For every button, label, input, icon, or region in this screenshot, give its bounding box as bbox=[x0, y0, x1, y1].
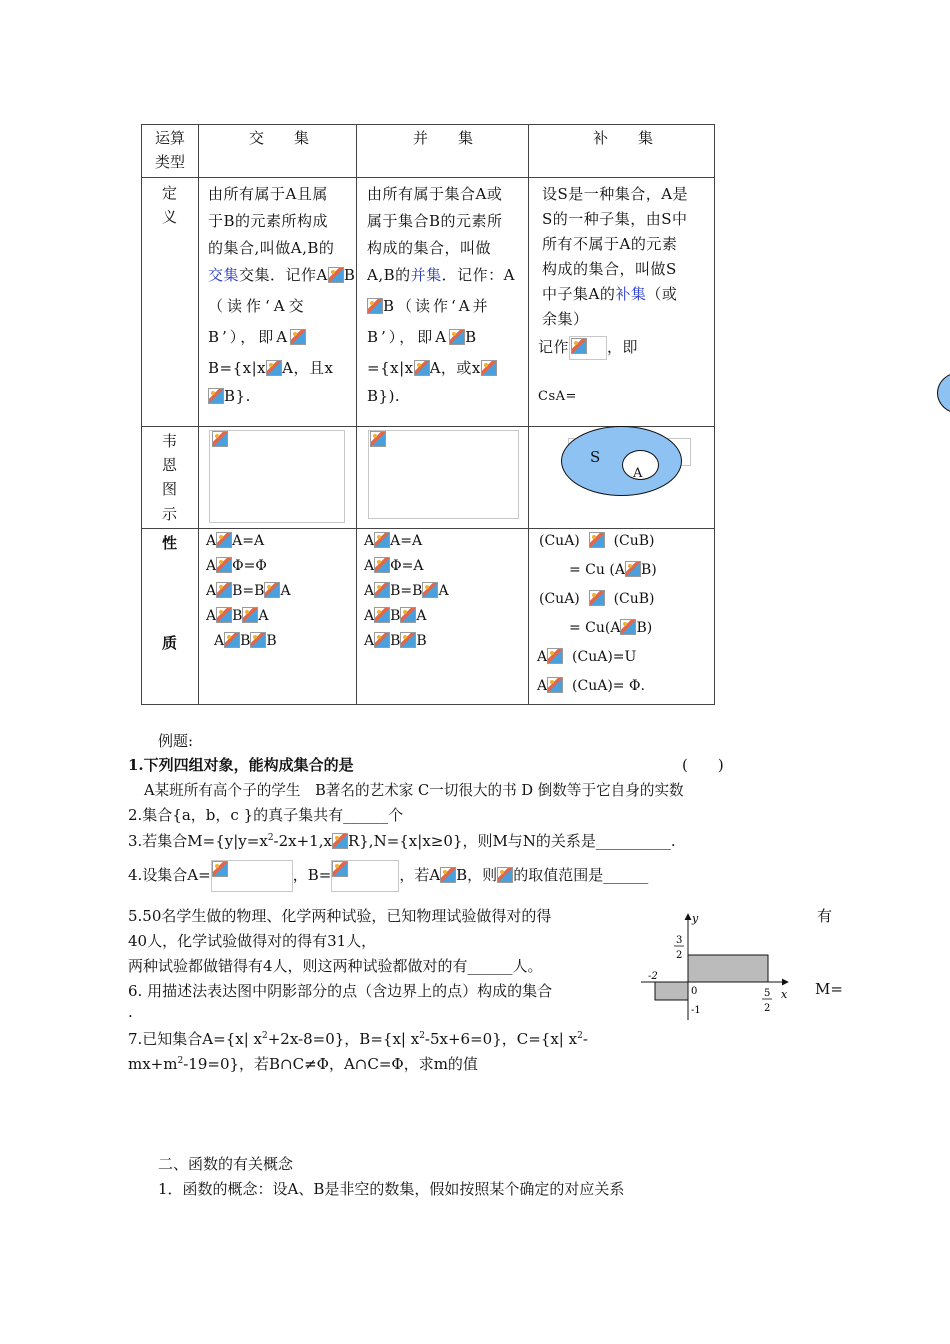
header-intersection: 交 集 bbox=[199, 125, 357, 178]
shaded-rect-lower bbox=[655, 982, 688, 1000]
image-placeholder-icon bbox=[370, 431, 386, 447]
set-operations-table bbox=[141, 124, 715, 705]
question-6: 6. 用描述法表达图中阴影部分的点（含边界上的点）构成的集合 bbox=[128, 982, 553, 1000]
image-placeholder-icon bbox=[414, 360, 430, 376]
image-placeholder-icon bbox=[216, 532, 232, 548]
header-op-type-1: 运算 bbox=[155, 129, 186, 147]
image-placeholder-icon bbox=[589, 532, 605, 548]
venn-label-a: A bbox=[633, 466, 643, 481]
image-placeholder-icon bbox=[400, 607, 416, 623]
question-5-line1-end: 有 bbox=[817, 907, 833, 925]
union-properties: A A=A A Φ=A A B=B A A B A A B B bbox=[357, 529, 529, 705]
shaded-rect-upper bbox=[688, 955, 768, 982]
header-complement: 补 集 bbox=[529, 125, 715, 178]
image-placeholder-icon bbox=[547, 648, 563, 664]
edge-circle-decoration bbox=[937, 372, 950, 414]
image-placeholder-icon bbox=[400, 632, 416, 648]
image-placeholder-icon bbox=[266, 360, 282, 376]
header-op-type bbox=[142, 125, 199, 178]
tick-2-denom: 2 bbox=[764, 1003, 771, 1014]
question-1: 1.下列四组对象，能构成集合的是 bbox=[128, 756, 354, 774]
x-axis-label: x bbox=[781, 988, 788, 1001]
image-placeholder-icon bbox=[374, 607, 390, 623]
row-label-definition: 定 义 bbox=[142, 178, 199, 427]
question-3: 3.若集合$M=\{y|y=x^2-2x+1,x$ R},N={x|x≥0}，则M与N的关系是__________. bbox=[128, 832, 676, 850]
image-placeholder-icon bbox=[332, 833, 348, 849]
union-definition: 由所有属于集合A或 属于集合B的元素所 构成的集合，叫做 A,B的并集．记作：A B（读作‘A并 B’），即A B ={x|x A，或x B}). bbox=[357, 178, 529, 427]
question-6-dot: . bbox=[128, 1003, 133, 1021]
section-2-line1: 1．函数的概念：设A、B是非空的数集，假如按照某个确定的对应关系 bbox=[158, 1180, 625, 1198]
image-placeholder-icon bbox=[216, 557, 232, 573]
question-1-answer-paren: ( ) bbox=[682, 756, 724, 774]
tick-neg1: -1 bbox=[691, 1005, 701, 1016]
image-placeholder-icon bbox=[497, 867, 513, 883]
tick-2: 2 bbox=[676, 950, 683, 961]
image-placeholder-icon bbox=[422, 582, 438, 598]
image-placeholder-icon bbox=[571, 338, 587, 354]
image-placeholder-icon bbox=[212, 861, 228, 877]
image-placeholder-icon bbox=[620, 619, 636, 635]
q4-set-b-box bbox=[331, 860, 399, 892]
section-2-title: 二、函数的有关概念 bbox=[158, 1155, 294, 1173]
intersection-term: 交集 bbox=[208, 266, 240, 284]
image-placeholder-icon bbox=[449, 329, 465, 345]
row-label-venn: 韦 恩 图 示 bbox=[142, 427, 199, 529]
intersection-definition: 由所有属于A且属 于B的元素所构成 的集合,叫做A,B的 交集交集．记作A B （读作‘A交 B’），即A B={x|x A，且x B}. bbox=[199, 178, 357, 427]
y-axis-label: y bbox=[692, 912, 699, 925]
image-placeholder-icon bbox=[589, 590, 605, 606]
image-placeholder-icon bbox=[374, 532, 390, 548]
intersection-properties: A A=A A Φ=Φ A B=B A A B A A B B bbox=[199, 529, 357, 705]
question-6-end: M= bbox=[815, 980, 843, 998]
tick-5: 5 bbox=[764, 988, 771, 999]
union-term: 并集 bbox=[410, 266, 442, 284]
image-placeholder-icon bbox=[440, 867, 456, 883]
image-placeholder-icon bbox=[328, 267, 344, 283]
question-4: 4.设集合A= ，B= ，若A B，则 的取值范围是______ bbox=[128, 860, 648, 892]
image-placeholder-icon bbox=[290, 329, 306, 345]
question-2: 2.集合{a，b，c }的真子集共有______个 bbox=[128, 806, 404, 824]
intersection-venn bbox=[199, 427, 357, 529]
image-placeholder-icon bbox=[216, 582, 232, 598]
image-placeholder-icon bbox=[625, 561, 641, 577]
venn-placeholder-box bbox=[209, 430, 345, 523]
question-1-options: A某班所有高个子的学生 B著名的艺术家 C一切很大的书 D 倒数等于它自身的实数 bbox=[144, 782, 684, 799]
image-placeholder-icon bbox=[242, 607, 258, 623]
image-placeholder-icon bbox=[212, 431, 228, 447]
venn-placeholder-box bbox=[368, 430, 519, 519]
complement-term: 补集 bbox=[615, 285, 647, 303]
row-label-properties: 性 质 bbox=[142, 529, 199, 705]
image-placeholder-icon bbox=[547, 677, 563, 693]
image-placeholder-icon bbox=[224, 632, 240, 648]
image-placeholder-icon bbox=[374, 557, 390, 573]
tick-3: 3 bbox=[676, 935, 683, 946]
image-placeholder-icon bbox=[208, 388, 224, 404]
complement-definition: 设S是一种集合，A是 S的一种子集，由S中 所有不属于A的元素 构成的集合，叫做S 中子集A的补集（或 余集） 记作 ，即 CsA= bbox=[529, 178, 715, 427]
tick-neg2: -2 bbox=[648, 971, 658, 982]
image-placeholder-icon bbox=[216, 607, 232, 623]
question-5-line2: 40人，化学试验做得对的得有31人， bbox=[128, 932, 377, 950]
image-placeholder-icon bbox=[250, 632, 266, 648]
image-placeholder-icon bbox=[374, 632, 390, 648]
complement-notation-box bbox=[569, 336, 607, 360]
image-placeholder-icon bbox=[374, 582, 390, 598]
question-7-line1: 7.已知集合A={x| $x^2+2x-8=0$}，B={x| $x^2-5x+6=0$}，C={x| $x^2-$ bbox=[128, 1030, 588, 1048]
q4-set-a-box bbox=[211, 860, 293, 892]
image-placeholder-icon bbox=[264, 582, 280, 598]
venn-label-s: S bbox=[590, 448, 601, 466]
union-venn bbox=[357, 427, 529, 529]
question-5-line1: 5.50名学生做的物理、化学两种试验，已知物理试验做得对的得 bbox=[128, 907, 552, 925]
examples-heading: 例题: bbox=[158, 732, 194, 750]
question-5-line3: 两种试验都做错得有4人，则这两种试验都做对的有______人。 bbox=[128, 957, 543, 975]
image-placeholder-icon bbox=[481, 360, 497, 376]
image-placeholder-icon bbox=[367, 298, 383, 314]
tick-0: 0 bbox=[691, 986, 698, 997]
header-union: 并 集 bbox=[357, 125, 529, 178]
header-op-type-2: 类型 bbox=[155, 153, 186, 171]
question-7-line2: $mx+m^2-19=0$}，若B∩C≠Φ，A∩C=Φ，求m的值 bbox=[128, 1055, 478, 1073]
image-placeholder-icon bbox=[332, 861, 348, 877]
shaded-region-graph bbox=[636, 910, 796, 1022]
complement-properties: (CuA) (CuB) = Cu (A B) (CuA) (CuB) = Cu(A B) A (CuA)=U A (CuA)= Φ. bbox=[529, 529, 715, 705]
